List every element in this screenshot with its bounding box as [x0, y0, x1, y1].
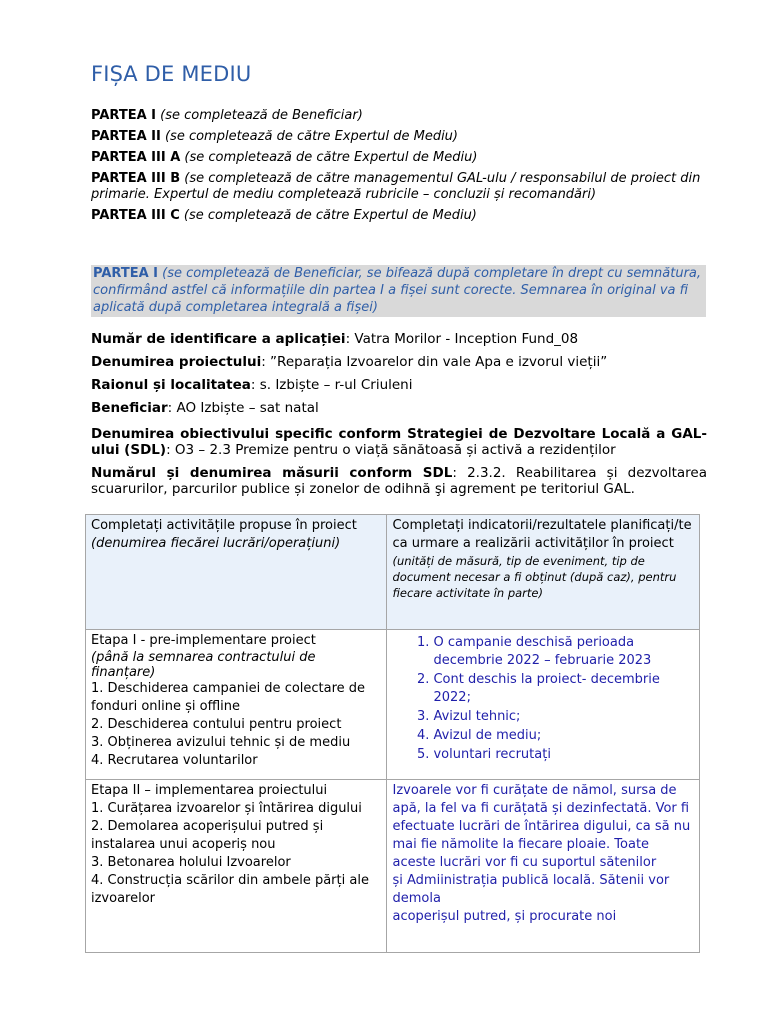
field-measure: [91, 465, 707, 497]
field-district-locality: [91, 377, 707, 393]
header-activities-text: Completați activitățile propuse în proiect: [91, 518, 357, 533]
field-value: : s. Izbiște – r-ul Criuleni: [250, 377, 413, 393]
field-value: : Vatra Morilor - Inception Fund_08: [345, 331, 579, 347]
activity-item: 3. Betonarea holului Izvoarelor: [91, 855, 291, 870]
stage-one-indicators: [387, 630, 700, 780]
stage-one-activities: [86, 630, 387, 780]
field-label: Beneficiar: [91, 400, 168, 416]
header-activities-note: (denumirea fiecărei lucrări/operațiuni): [91, 536, 341, 551]
part-label: PARTEA III A: [91, 150, 181, 165]
part-one-banner: [91, 265, 706, 317]
field-label: Denumirea obiectivului specific conform Strategiei de Dezvoltare Locală a GAL-ului (SDL): [91, 426, 707, 458]
indicator-item: 5. voluntari recrutați: [433, 746, 694, 764]
project-fields: [91, 331, 707, 504]
part-label: PARTEA I: [91, 108, 156, 123]
table-row: [86, 780, 700, 953]
activity-item: 2. Demolarea acoperișului putred și instalarea unui acoperiș nou: [91, 819, 324, 852]
part-line: [91, 150, 707, 166]
part-note: (se completează de către Expertul de Mediu): [164, 129, 458, 144]
activities-table: [85, 514, 700, 953]
indicator-item: 1. O campanie deschisă perioada decembrie 2022 – februarie 2023: [433, 634, 694, 670]
part-note: (se completează de Beneficiar): [160, 108, 363, 123]
field-value: : AO Izbiște – sat natal: [167, 400, 319, 416]
header-indicators-text: Completați indicatorii/rezultatele planificați/te ca urmare a realizării activităților în proiect: [392, 518, 692, 551]
banner-label: PARTEA I: [93, 266, 158, 281]
activity-item: 2. Deschiderea contului pentru proiect: [91, 717, 342, 732]
parts-list: [91, 108, 707, 229]
indicator-item: 2. Cont deschis la proiect- decembrie 2022;: [433, 671, 694, 707]
stage-two-activities: [86, 780, 387, 953]
part-note: (se completează de către managementul GAL-ulu / responsabilul de proiect din primarie. Expertul de mediu completează rubricile – concluzii și recomandări): [91, 171, 701, 202]
field-project-name: [91, 354, 707, 370]
part-line: [91, 171, 707, 203]
activity-item: 4. Construcția scărilor din ambele părți ale: [91, 873, 369, 888]
table-row: [86, 630, 700, 780]
field-application-id: [91, 331, 707, 347]
field-specific-objective: [91, 426, 707, 458]
field-label: Denumirea proiectului: [91, 354, 262, 370]
indicator-item: 3. Avizul tehnic;: [433, 708, 694, 726]
field-value: : O3 – 2.3 Premize pentru o viață sănătoasă și activă a rezidenților: [166, 442, 616, 458]
part-line: [91, 129, 707, 145]
part-label: PARTEA II: [91, 129, 161, 144]
part-line: [91, 108, 707, 124]
banner-text: (se completează de Beneficiar, se bifează după completare în drept cu semnătura, confirmând astfel că informațiile din partea I a fișei sunt corecte. Semnarea în original va fi aplicată după completarea integrală a fișei): [93, 266, 702, 315]
field-value: : ”Reparația Izvoarelor din vale Apa e izvorul vieții”: [261, 354, 608, 370]
field-label: Raionul și localitatea: [91, 377, 251, 393]
part-label: PARTEA III B: [91, 171, 181, 186]
activity-item: 1. Curățarea izvoarelor și întărirea digului: [91, 801, 362, 816]
indicator-text: și Admiinistrația publică locală. Sătenii vor demola: [392, 873, 670, 906]
part-note: (se completează de către Expertul de Mediu): [183, 208, 477, 223]
field-value: : 2.3.2. Reabilitarea și dezvoltarea scuarurilor, parcurilor publice și zonelor de odihnă şi agrement pe teritoriul GAL.: [91, 465, 707, 497]
field-label: Număr de identificare a aplicației: [91, 331, 346, 347]
indicator-text: acoperișul putred, și procurate noi: [392, 909, 617, 924]
activity-item: izvoarelor: [91, 891, 156, 906]
activity-item: 3. Obținerea avizului tehnic și de mediu: [91, 735, 351, 750]
activity-item: 4. Recrutarea voluntarilor: [91, 753, 258, 768]
activity-item: 1. Deschiderea campaniei de colectare de fonduri online și offline: [91, 681, 366, 714]
part-label: PARTEA III C: [91, 208, 180, 223]
part-note: (se completează de către Expertul de Mediu): [184, 150, 478, 165]
header-indicators: [387, 515, 700, 630]
stage-title: Etapa II – implementarea proiectului: [91, 783, 328, 798]
field-beneficiary: [91, 400, 707, 416]
indicator-text: Izvoarele vor fi curățate de nămol, sursa de apă, la fel va fi curățată și dezinfectată. Vor fi efectuate lucrări de întărirea digului, ca să nu mai fie nămolite la fiecare ploaie. Toate aceste lucrări vor fi cu suportul sătenilor: [392, 783, 691, 870]
table-header-row: [86, 515, 700, 630]
header-activities: [86, 515, 387, 630]
stage-two-indicators: [387, 780, 700, 953]
field-label: Numărul și denumirea măsurii conform SDL: [91, 465, 453, 481]
indicator-list: [392, 634, 694, 764]
page-title: FIȘA DE MEDIU: [91, 62, 252, 86]
stage-title: Etapa I - pre-implementare proiect: [91, 633, 316, 648]
part-line: [91, 208, 707, 224]
header-indicators-note: (unități de măsură, tip de eveniment, tip de document necesar a fi obținut (după caz), pentru fiecare activitate în parte): [392, 554, 677, 600]
stage-note: (până la semnarea contractului de finanțare): [91, 650, 316, 680]
indicator-item: 4. Avizul de mediu;: [433, 727, 694, 745]
